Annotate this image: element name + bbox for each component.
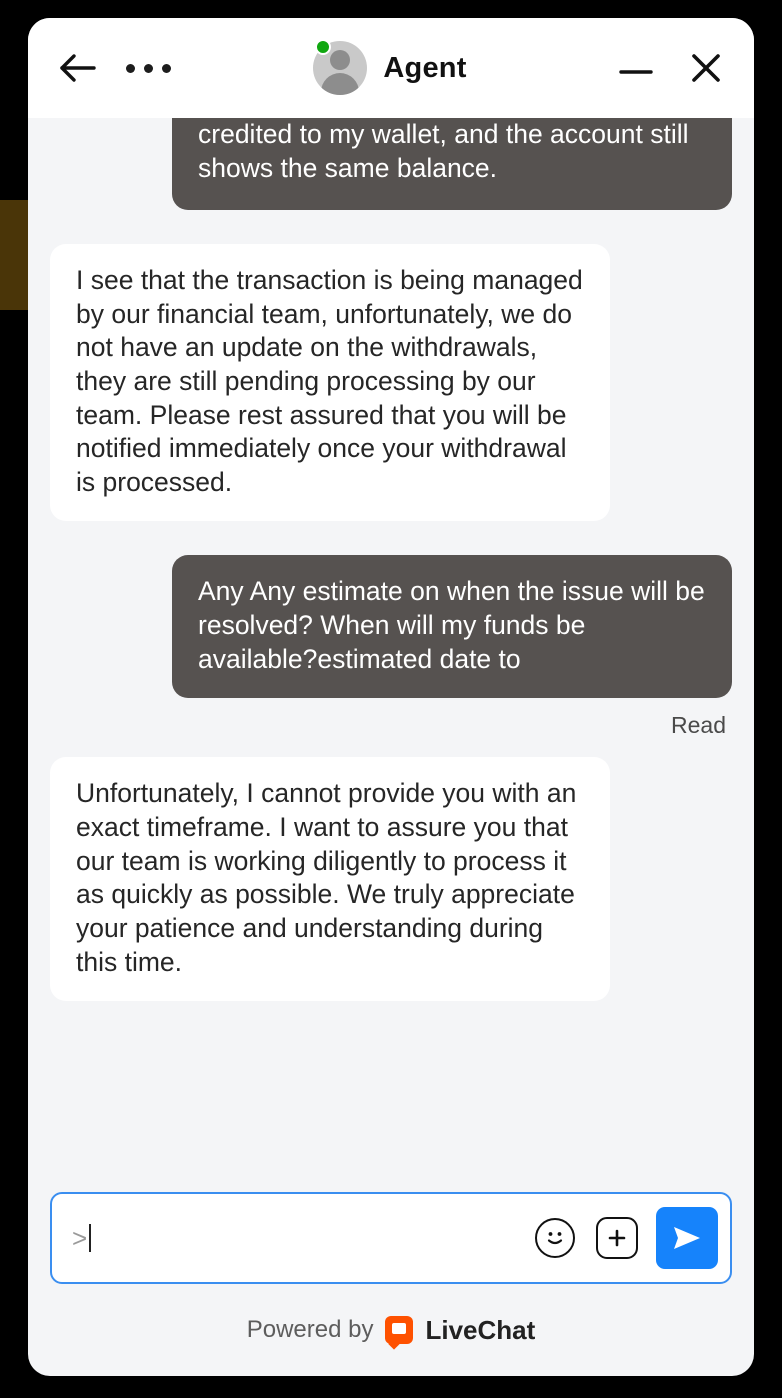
read-receipt: Read	[671, 712, 726, 739]
dot	[126, 64, 135, 73]
arrow-left-icon[interactable]	[54, 44, 102, 92]
emoji-circle	[535, 1218, 575, 1258]
composer-actions	[532, 1207, 718, 1269]
close-icon[interactable]	[684, 46, 728, 90]
send-icon[interactable]	[656, 1207, 718, 1269]
add-square	[596, 1217, 638, 1259]
livechat-logo-icon	[385, 1316, 413, 1344]
message-row	[50, 555, 732, 698]
emoji-smiley-icon[interactable]	[532, 1215, 578, 1261]
message-row	[50, 244, 732, 521]
dot	[144, 64, 153, 73]
powered-by-label: Powered by	[246, 1316, 374, 1343]
footer-branding	[28, 1284, 754, 1376]
message-list[interactable]	[28, 118, 754, 1178]
message-bubble-agent: I see that the transaction is being managed by our financial team, unfortunately, we do not have an update on the withdrawals, they are still pending processing by our team. Please rest assured that you will be notified immediately once your withdrawal is processed.	[50, 244, 610, 521]
message-composer[interactable]	[50, 1192, 732, 1284]
message-bubble-agent: Unfortunately, I cannot provide you with an exact timeframe. I want to assure you that our team is working diligently to process it as quickly as possible. We truly appreciate your patience and understanding during this time.	[50, 757, 610, 1001]
agent-name: Agent	[383, 51, 467, 84]
livechat-widget	[28, 18, 754, 1376]
avatar-body	[321, 73, 359, 95]
avatar-head	[330, 50, 350, 70]
avatar	[313, 41, 367, 95]
message-input-value: >	[72, 1223, 88, 1253]
message-row-clipped	[50, 118, 732, 210]
composer-area	[28, 1178, 754, 1284]
minimize-icon[interactable]	[614, 46, 658, 90]
add-attachment-icon[interactable]	[594, 1215, 640, 1261]
text-caret	[89, 1224, 91, 1252]
header-window-controls	[614, 46, 728, 90]
message-input[interactable]	[72, 1194, 532, 1282]
message-bubble-user: Any Any estimate on when the issue will be resolved? When will my funds be available?estimated date to	[172, 555, 732, 698]
message-row	[50, 757, 732, 1001]
background-strip	[0, 200, 30, 310]
header-identity	[166, 41, 614, 95]
chat-header	[28, 18, 754, 118]
livechat-brand-name: LiveChat	[425, 1314, 536, 1345]
message-bubble-user: credited to my wallet, and the account still shows the same balance.	[172, 118, 732, 210]
